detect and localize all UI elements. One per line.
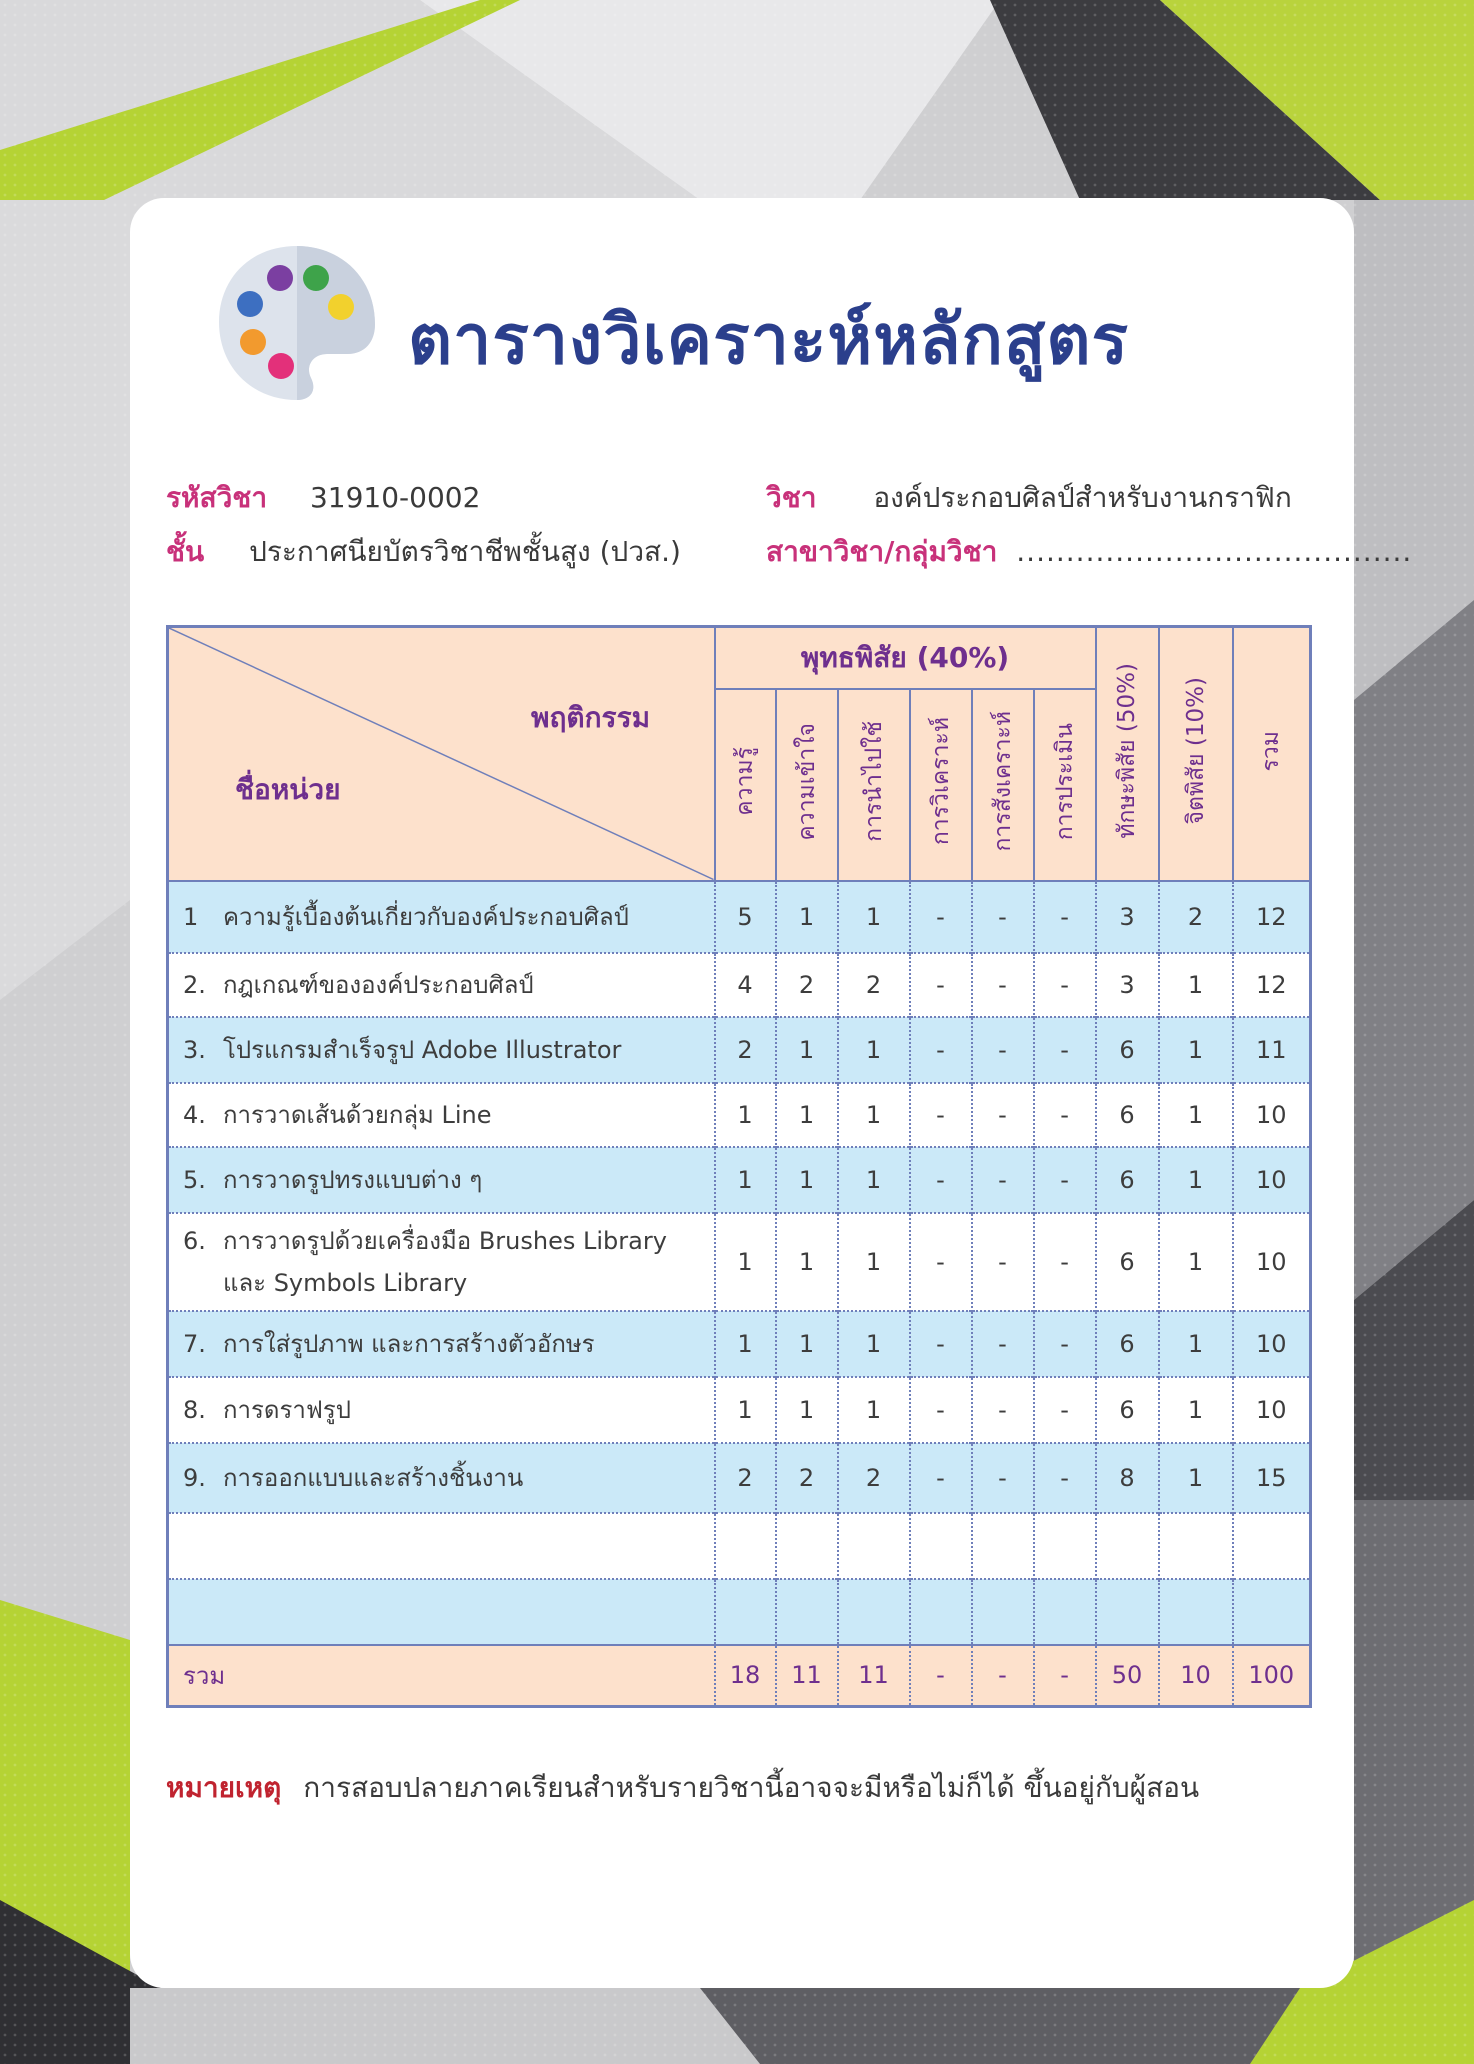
score-cell: - — [910, 953, 972, 1017]
score-cell: - — [972, 1443, 1034, 1513]
totals-label: รวม — [168, 1645, 715, 1707]
unit-name: การวาดเส้นด้วยกลุ่ม Line — [223, 1101, 492, 1129]
score-cell: 10 — [1233, 1311, 1311, 1377]
score-cell: - — [1034, 1377, 1096, 1443]
empty-cell — [1096, 1513, 1159, 1579]
score-cell: 1 — [838, 1311, 910, 1377]
unit-number: 9. — [183, 1464, 206, 1492]
empty-cell — [1159, 1579, 1233, 1645]
score-cell: 2 — [776, 1443, 838, 1513]
score-cell: - — [1034, 1443, 1096, 1513]
score-cell: 1 — [776, 1377, 838, 1443]
score-cell: 1 — [838, 1083, 910, 1147]
col-header-evaluation: การประเมิน — [1034, 689, 1096, 881]
empty-cell — [1159, 1513, 1233, 1579]
total-cell: 11 — [838, 1645, 910, 1707]
unit-name: การออกแบบและสร้างชิ้นงาน — [223, 1464, 524, 1492]
unit-name-cell — [168, 953, 715, 1017]
empty-cell — [715, 1579, 776, 1645]
remark-label: หมายเหตุ — [166, 1771, 282, 1804]
corner-behavior-label: พฤติกรรม — [531, 701, 651, 734]
unit-name: ความรู้เบื้องต้นเกี่ยวกับองค์ประกอบศิลป์ — [223, 903, 629, 931]
score-cell: - — [1034, 1147, 1096, 1213]
table-row — [168, 1213, 1311, 1311]
score-cell: 1 — [1159, 1377, 1233, 1443]
col-header-skill: ทักษะพิสัย (50%) — [1096, 627, 1159, 881]
unit-number: 2. — [183, 971, 206, 999]
empty-cell — [1233, 1513, 1311, 1579]
score-cell: 3 — [1096, 953, 1159, 1017]
score-cell: - — [910, 1213, 972, 1311]
score-cell: - — [910, 1017, 972, 1083]
score-cell: 2 — [838, 1443, 910, 1513]
score-cell: 1 — [776, 1213, 838, 1311]
unit-name: กฎเกณฑ์ขององค์ประกอบศิลป์ — [223, 971, 534, 999]
unit-name-cell — [168, 1017, 715, 1083]
score-cell: - — [972, 1311, 1034, 1377]
score-cell: 1 — [715, 1147, 776, 1213]
empty-cell — [910, 1513, 972, 1579]
col-header-application: การนำไปใช้ — [838, 689, 910, 881]
remark-line — [166, 1766, 1199, 1810]
score-cell: 1 — [776, 881, 838, 953]
score-cell: 1 — [1159, 1017, 1233, 1083]
subject-value: องค์ประกอบศิลป์สำหรับงานกราฟิก — [873, 481, 1292, 514]
score-cell: 1 — [776, 1017, 838, 1083]
score-cell: 6 — [1096, 1377, 1159, 1443]
col-header-synthesis: การสังเคราะห์ — [972, 689, 1034, 881]
course-code-label: รหัสวิชา — [166, 481, 268, 514]
unit-name: การวาดรูปทรงแบบต่าง ๆ — [223, 1166, 483, 1194]
empty-cell — [1096, 1579, 1159, 1645]
unit-number: 8. — [183, 1396, 206, 1424]
unit-name-cell — [168, 1443, 715, 1513]
empty-cell — [1034, 1513, 1096, 1579]
score-cell: 1 — [715, 1311, 776, 1377]
table-row — [168, 1311, 1311, 1377]
unit-number: 5. — [183, 1166, 206, 1194]
diagonal-divider — [169, 628, 714, 880]
score-cell: 2 — [838, 953, 910, 1017]
score-cell: - — [972, 1017, 1034, 1083]
subject-line — [766, 476, 1292, 520]
unit-name-cell — [168, 1147, 715, 1213]
level-value: ประกาศนียบัตรวิชาชีพชั้นสูง (ปวส.) — [249, 535, 681, 568]
score-cell: 6 — [1096, 1147, 1159, 1213]
col-header-total: รวม — [1233, 627, 1311, 881]
total-cell: 18 — [715, 1645, 776, 1707]
score-cell: 10 — [1233, 1213, 1311, 1311]
field-line — [766, 530, 1412, 574]
score-cell: 6 — [1096, 1083, 1159, 1147]
unit-name: การดราฟรูป — [223, 1396, 351, 1424]
table-row — [168, 1083, 1311, 1147]
score-cell: 1 — [1159, 1083, 1233, 1147]
col-header-analysis: การวิเคราะห์ — [910, 689, 972, 881]
unit-number: 4. — [183, 1101, 206, 1129]
score-cell: 12 — [1233, 953, 1311, 1017]
table-row — [168, 881, 1311, 953]
score-cell: 1 — [776, 1311, 838, 1377]
score-cell: 2 — [776, 953, 838, 1017]
score-cell: 3 — [1096, 881, 1159, 953]
empty-cell — [838, 1579, 910, 1645]
score-cell: 1 — [838, 1147, 910, 1213]
unit-name-cell — [168, 1311, 715, 1377]
score-cell: 10 — [1233, 1377, 1311, 1443]
score-cell: 5 — [715, 881, 776, 953]
empty-cell — [972, 1579, 1034, 1645]
score-cell: 1 — [1159, 1147, 1233, 1213]
score-cell: 1 — [838, 1377, 910, 1443]
unit-name: โปรแกรมสำเร็จรูป Adobe Illustrator — [223, 1036, 622, 1064]
cognitive-group-header: พุทธพิสัย (40%) — [715, 627, 1096, 689]
score-cell: 2 — [715, 1443, 776, 1513]
score-cell: - — [910, 1147, 972, 1213]
unit-number: 7. — [183, 1330, 206, 1358]
page-title: ตารางวิเคราะห์หลักสูตร — [408, 301, 1130, 380]
unit-number: 6. — [183, 1226, 206, 1255]
score-cell: - — [1034, 953, 1096, 1017]
score-cell: 1 — [776, 1083, 838, 1147]
unit-name-cell — [168, 1083, 715, 1147]
score-cell: - — [972, 1147, 1034, 1213]
corner-unit-label: ชื่อหน่วย — [235, 773, 341, 806]
empty-cell — [776, 1579, 838, 1645]
unit-name-cell — [168, 1377, 715, 1443]
empty-cell — [910, 1579, 972, 1645]
score-cell: 1 — [715, 1083, 776, 1147]
score-cell: 1 — [1159, 953, 1233, 1017]
empty-table-row — [168, 1513, 1311, 1579]
score-cell: 1 — [776, 1147, 838, 1213]
unit-name-cell — [168, 1213, 715, 1311]
score-cell: - — [1034, 881, 1096, 953]
totals-row — [168, 1645, 1311, 1707]
score-cell: 6 — [1096, 1017, 1159, 1083]
curriculum-analysis-table — [166, 625, 1312, 1708]
score-cell: 1 — [1159, 1443, 1233, 1513]
col-header-knowledge: ความรู้ — [715, 689, 776, 881]
table-row — [168, 1017, 1311, 1083]
empty-cell — [838, 1513, 910, 1579]
score-cell: 2 — [715, 1017, 776, 1083]
table-row — [168, 1147, 1311, 1213]
unit-number: 3. — [183, 1036, 206, 1064]
unit-name-line2: และ Symbols Library — [223, 1268, 468, 1297]
unit-name-cell — [168, 881, 715, 953]
score-cell: - — [972, 1213, 1034, 1311]
empty-table-row — [168, 1579, 1311, 1645]
score-cell: - — [972, 881, 1034, 953]
unit-name: การใส่รูปภาพ และการสร้างตัวอักษร — [223, 1330, 595, 1358]
col-header-comprehension: ความเข้าใจ — [776, 689, 838, 881]
empty-cell — [1034, 1579, 1096, 1645]
level-line — [166, 530, 681, 574]
paint-palette-icon — [213, 240, 381, 408]
score-cell: 6 — [1096, 1311, 1159, 1377]
table-row — [168, 1377, 1311, 1443]
col-header-attitude: จิตพิสัย (10%) — [1159, 627, 1233, 881]
score-cell: - — [972, 1377, 1034, 1443]
score-cell: 10 — [1233, 1083, 1311, 1147]
subject-label: วิชา — [766, 481, 817, 514]
course-code-line — [166, 476, 480, 520]
score-cell: 1 — [715, 1213, 776, 1311]
score-cell: 6 — [1096, 1213, 1159, 1311]
total-cell: - — [910, 1645, 972, 1707]
score-cell: - — [910, 881, 972, 953]
score-cell: 10 — [1233, 1147, 1311, 1213]
score-cell: - — [1034, 1213, 1096, 1311]
score-cell: 15 — [1233, 1443, 1311, 1513]
score-cell: - — [1034, 1017, 1096, 1083]
total-cell: 50 — [1096, 1645, 1159, 1707]
empty-cell — [168, 1513, 715, 1579]
score-cell: 1 — [715, 1377, 776, 1443]
empty-cell — [1233, 1579, 1311, 1645]
score-cell: 1 — [838, 881, 910, 953]
total-cell: - — [1034, 1645, 1096, 1707]
total-cell: - — [972, 1645, 1034, 1707]
empty-cell — [168, 1579, 715, 1645]
total-cell: 11 — [776, 1645, 838, 1707]
empty-cell — [776, 1513, 838, 1579]
level-label: ชั้น — [166, 535, 205, 568]
corner-header-cell — [168, 627, 715, 881]
total-cell: 10 — [1159, 1645, 1233, 1707]
score-cell: - — [910, 1311, 972, 1377]
empty-cell — [972, 1513, 1034, 1579]
score-cell: 4 — [715, 953, 776, 1017]
total-cell: 100 — [1233, 1645, 1311, 1707]
score-cell: 1 — [838, 1017, 910, 1083]
unit-name: การวาดรูปด้วยเครื่องมือ Brushes Library — [223, 1226, 667, 1255]
unit-number: 1 — [183, 903, 199, 931]
score-cell: - — [910, 1377, 972, 1443]
score-cell: 1 — [838, 1213, 910, 1311]
field-label: สาขาวิชา/กลุ่มวิชา — [766, 535, 998, 568]
score-cell: 2 — [1159, 881, 1233, 953]
score-cell: - — [1034, 1083, 1096, 1147]
field-value-blank: ........................................ — [1016, 535, 1413, 568]
score-cell: 8 — [1096, 1443, 1159, 1513]
score-cell: 1 — [1159, 1311, 1233, 1377]
table-row — [168, 953, 1311, 1017]
score-cell: - — [910, 1083, 972, 1147]
course-code-value: 31910-0002 — [309, 481, 481, 514]
score-cell: - — [972, 1083, 1034, 1147]
score-cell: 12 — [1233, 881, 1311, 953]
remark-text: การสอบปลายภาคเรียนสำหรับรายวิชานี้อาจจะมีหรือไม่ก็ได้ ขึ้นอยู่กับผู้สอน — [303, 1771, 1200, 1804]
score-cell: - — [1034, 1311, 1096, 1377]
score-cell: - — [910, 1443, 972, 1513]
empty-cell — [715, 1513, 776, 1579]
score-cell: - — [972, 953, 1034, 1017]
score-cell: 11 — [1233, 1017, 1311, 1083]
score-cell: 1 — [1159, 1213, 1233, 1311]
table-row — [168, 1443, 1311, 1513]
